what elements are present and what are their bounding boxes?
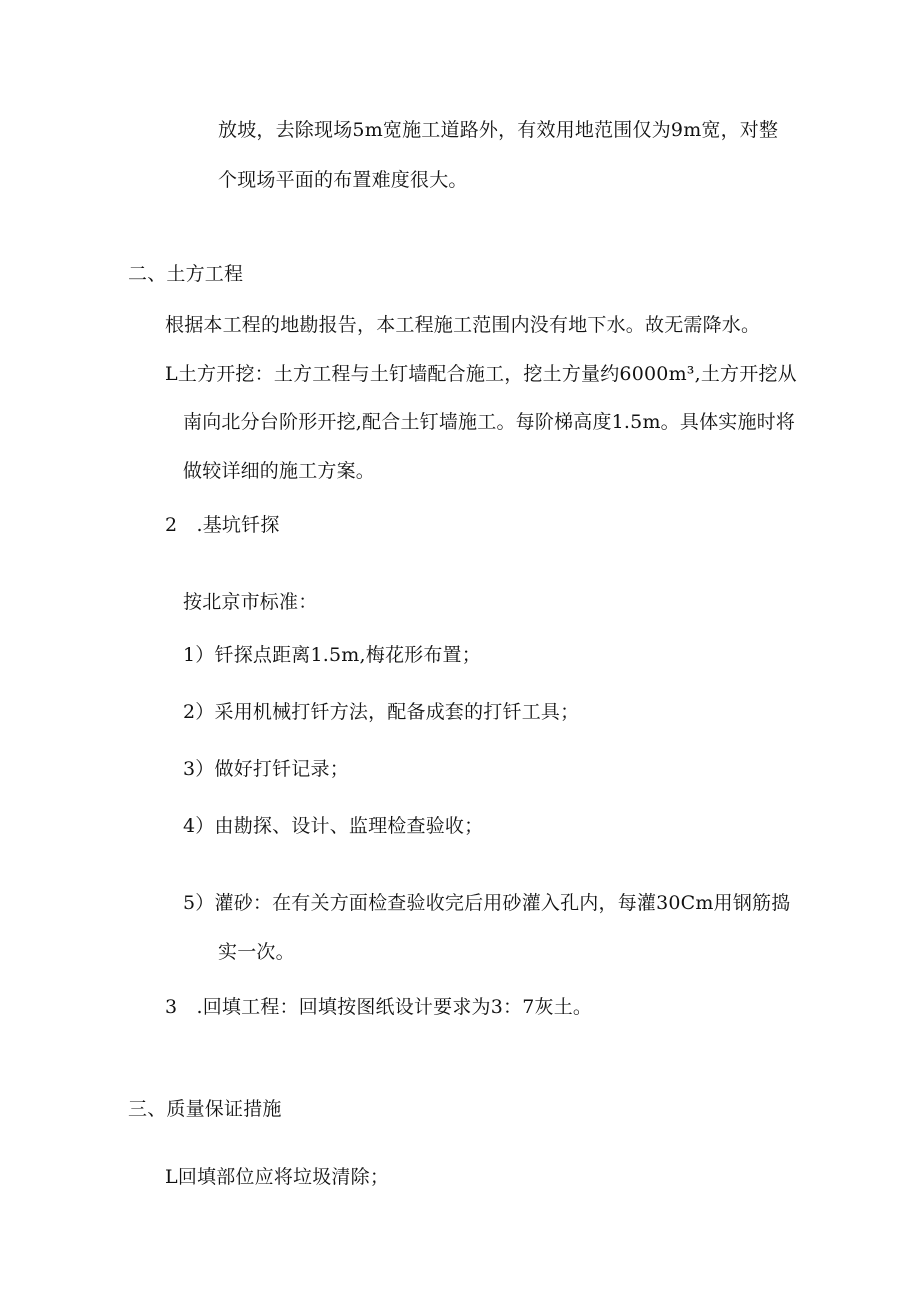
intro-continuation-line-2: 个现场平面的布置难度很大。 [218, 169, 468, 191]
section-2-item-2-intro: 按北京市标准： [183, 591, 318, 613]
section-2-item-3: 3 .回填工程：回填按图纸设计要求为3：7灰土。 [165, 996, 593, 1018]
section-2-item-1-line-2: 南向北分台阶形开挖,配合土钉墙施工。每阶梯高度1.5m。具体实施时将 [183, 411, 796, 433]
section-2-item-2-sub-5-line-2: 实一次。 [218, 941, 295, 963]
section-2-item-2-sub-3: 3）做好打钎记录； [183, 758, 349, 780]
section-3-heading: 三、质量保证措施 [128, 1098, 282, 1120]
intro-continuation-line-1: 放坡，去除现场5m宽施工道路外，有效用地范围仅为9m宽，对整 [218, 119, 779, 141]
section-2-item-2-sub-1: 1）钎探点距离1.5m,梅花形布置； [183, 644, 481, 666]
section-2-item-2-sub-4: 4）由勘探、设计、监理检查验收； [183, 815, 484, 837]
section-2-item-1-line-1: L土方开挖：土方工程与土钉墙配合施工，挖土方量约6000m³,土方开挖从 [165, 363, 797, 385]
section-2-item-2-heading: 2 .基坑钎探 [165, 514, 280, 536]
section-2-item-2-sub-2: 2）采用机械打钎方法，配备成套的打钎工具； [183, 701, 580, 723]
section-2-item-2-sub-5-line-1: 5）灌砂：在有关方面检查验收完后用砂灌入孔内，每灌30Cm用钢筋捣 [183, 892, 791, 914]
section-2-heading: 二、土方工程 [128, 263, 244, 285]
section-2-item-1-line-3: 做较详细的施工方案。 [183, 460, 376, 482]
section-2-paragraph: 根据本工程的地勘报告，本工程施工范围内没有地下水。故无需降水。 [165, 314, 761, 336]
section-3-item-1: L回填部位应将垃圾清除； [165, 1166, 390, 1188]
